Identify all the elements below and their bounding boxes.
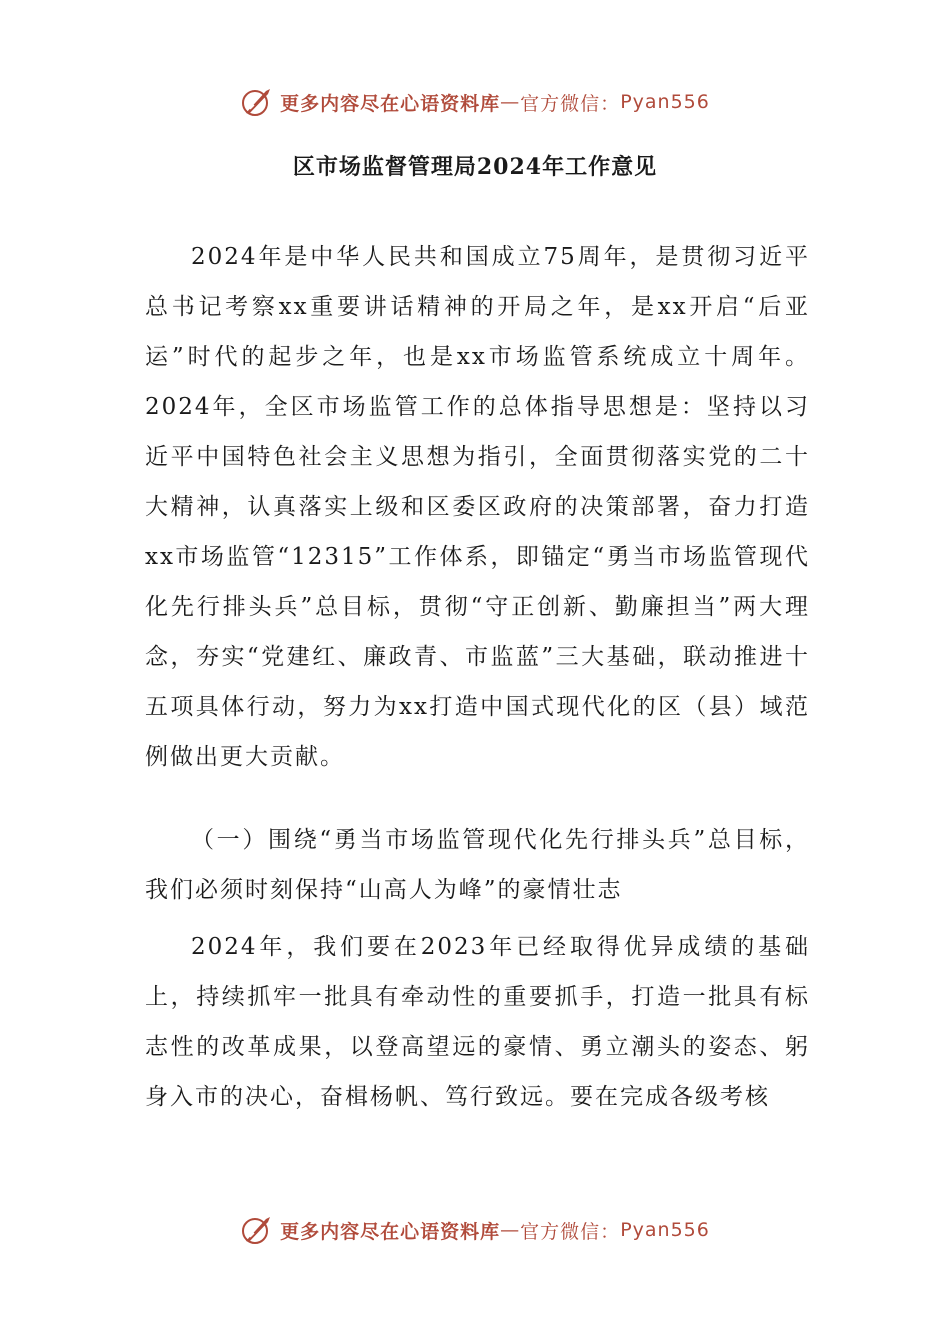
footer-watermark-banner — [0, 1210, 950, 1250]
header-watermark-banner — [0, 82, 950, 122]
document-title: 区市场监督管理局2024年工作意见 — [292, 154, 658, 180]
watermark-brand-text: 更多内容尽在心语资料库 — [280, 1220, 501, 1243]
watermark-wechat-id: Pyan556 — [620, 1219, 710, 1241]
watermark-separator: — — [500, 91, 521, 113]
watermark-wechat-id: Pyan556 — [620, 91, 710, 113]
watermark-separator: — — [500, 1219, 521, 1241]
body-paragraph: 2024年，我们要在2023年已经取得优异成绩的基础上，持续抓牢一批具有牵动性的重要抓手，打造一批具有标志性的改革成果，以登高望远的豪情、勇立潮头的姿态、躬身入市的决心，奋楫杨帆、笃行致远。要在完成各级考核 — [145, 934, 810, 1110]
body-paragraph: 2024年是中华人民共和国成立75周年，是贯彻习近平总书记考察xx重要讲话精神的开局之年，是xx开启“后亚运”时代的起步之年，也是xx市场监管系统成立十周年。2024年，全区市场监管工作的总体指导思想是：坚持以习近平中国特色社会主义思想为指引，全面贯彻落实党的二十大精神，认真落实上级和区委区政府的决策部署，奋力打造xx市场监管“12315”工作体系，即锚定“勇当市场监管现代化先行排头兵”总目标，贯彻“守正创新、勤廉担当”两大理念，夯实“党建红、廉政青、市监蓝”三大基础，联动推进十五项具体行动，努力为xx打造中国式现代化的区（县）域范例做出更大贡献。 — [145, 244, 810, 770]
quill-pen-logo-icon — [240, 1213, 274, 1247]
watermark-wechat-label: 官方微信： — [520, 1220, 621, 1243]
section-heading-paragraph: （一）围绕“勇当市场监管现代化先行排头兵”总目标，我们必须时刻保持“山高人为峰”的豪情壮志 — [145, 827, 810, 903]
watermark-wechat-label: 官方微信： — [520, 92, 621, 115]
quill-pen-logo-icon — [240, 85, 274, 119]
watermark-brand-text: 更多内容尽在心语资料库 — [280, 92, 501, 115]
